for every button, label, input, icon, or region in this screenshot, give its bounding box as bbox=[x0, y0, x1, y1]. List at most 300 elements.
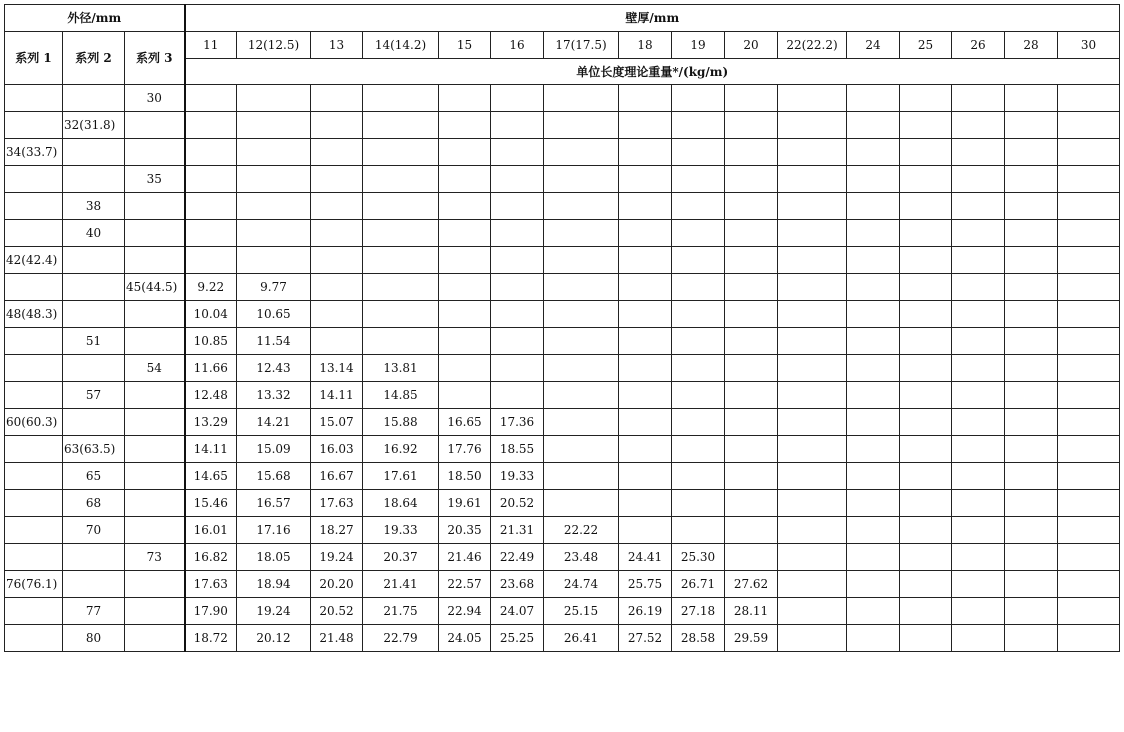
weight-cell bbox=[237, 85, 311, 112]
weight-cell: 19.61 bbox=[439, 490, 491, 517]
weight-cell bbox=[952, 625, 1005, 652]
weight-cell: 17.61 bbox=[363, 463, 439, 490]
weight-cell bbox=[725, 463, 778, 490]
weight-cell bbox=[847, 355, 900, 382]
table-row bbox=[5, 409, 1120, 436]
weight-cell bbox=[900, 490, 952, 517]
weight-cell bbox=[900, 85, 952, 112]
weight-cell bbox=[900, 166, 952, 193]
weight-cell bbox=[185, 220, 237, 247]
weight-cell bbox=[1005, 139, 1058, 166]
weight-cell: 21.31 bbox=[491, 517, 544, 544]
weight-cell bbox=[900, 382, 952, 409]
weight-cell: 11.54 bbox=[237, 328, 311, 355]
series-1-cell bbox=[5, 517, 63, 544]
series-1-cell bbox=[5, 463, 63, 490]
weight-cell bbox=[725, 193, 778, 220]
series-3-cell bbox=[125, 328, 185, 355]
weight-cell bbox=[778, 166, 847, 193]
series-3-cell bbox=[125, 301, 185, 328]
thickness-header-cell: 18 bbox=[619, 32, 672, 59]
weight-cell: 20.20 bbox=[311, 571, 363, 598]
weight-cell bbox=[237, 220, 311, 247]
weight-cell: 27.62 bbox=[725, 571, 778, 598]
weight-cell: 20.52 bbox=[491, 490, 544, 517]
weight-cell bbox=[778, 247, 847, 274]
weight-cell bbox=[491, 382, 544, 409]
weight-cell bbox=[778, 382, 847, 409]
thickness-header-cell: 19 bbox=[672, 32, 725, 59]
weight-cell bbox=[237, 166, 311, 193]
table-row bbox=[5, 517, 1120, 544]
weight-cell bbox=[363, 85, 439, 112]
weight-cell bbox=[311, 112, 363, 139]
weight-cell: 24.05 bbox=[439, 625, 491, 652]
weight-cell bbox=[491, 193, 544, 220]
weight-cell bbox=[1005, 301, 1058, 328]
table-row bbox=[5, 166, 1120, 193]
weight-cell: 11.66 bbox=[185, 355, 237, 382]
weight-cell bbox=[619, 382, 672, 409]
series-2-cell: 63(63.5) bbox=[63, 436, 125, 463]
table-body bbox=[5, 85, 1120, 652]
table-row bbox=[5, 355, 1120, 382]
weight-cell: 19.33 bbox=[491, 463, 544, 490]
weight-cell bbox=[619, 490, 672, 517]
weight-cell bbox=[952, 544, 1005, 571]
series-2-cell bbox=[63, 247, 125, 274]
weight-cell bbox=[491, 355, 544, 382]
series-2-cell: 51 bbox=[63, 328, 125, 355]
weight-cell bbox=[544, 490, 619, 517]
weight-cell bbox=[491, 85, 544, 112]
thickness-header-cell: 22(22.2) bbox=[778, 32, 847, 59]
weight-cell bbox=[439, 193, 491, 220]
weight-cell bbox=[778, 193, 847, 220]
weight-cell bbox=[847, 112, 900, 139]
weight-cell bbox=[900, 274, 952, 301]
table-row bbox=[5, 139, 1120, 166]
series-3-cell: 30 bbox=[125, 85, 185, 112]
weight-cell bbox=[725, 85, 778, 112]
weight-cell bbox=[544, 355, 619, 382]
weight-cell bbox=[1058, 436, 1120, 463]
weight-cell bbox=[544, 463, 619, 490]
weight-cell bbox=[672, 490, 725, 517]
series-1-cell bbox=[5, 85, 63, 112]
weight-cell bbox=[491, 328, 544, 355]
weight-cell bbox=[363, 193, 439, 220]
weight-cell: 18.05 bbox=[237, 544, 311, 571]
weight-cell: 19.24 bbox=[311, 544, 363, 571]
weight-cell bbox=[619, 301, 672, 328]
weight-cell bbox=[619, 85, 672, 112]
weight-cell bbox=[725, 517, 778, 544]
series-3-cell bbox=[125, 598, 185, 625]
weight-cell bbox=[778, 463, 847, 490]
weight-cell bbox=[544, 328, 619, 355]
weight-table-sheet bbox=[4, 4, 1119, 727]
weight-cell bbox=[778, 571, 847, 598]
weight-cell bbox=[619, 355, 672, 382]
series-1-cell: 34(33.7) bbox=[5, 139, 63, 166]
weight-cell: 18.50 bbox=[439, 463, 491, 490]
weight-cell bbox=[847, 193, 900, 220]
weight-cell bbox=[778, 112, 847, 139]
weight-cell bbox=[237, 193, 311, 220]
weight-cell: 13.32 bbox=[237, 382, 311, 409]
weight-cell: 14.11 bbox=[311, 382, 363, 409]
weight-cell: 12.43 bbox=[237, 355, 311, 382]
weight-cell bbox=[544, 85, 619, 112]
weight-cell: 16.57 bbox=[237, 490, 311, 517]
weight-cell bbox=[847, 490, 900, 517]
weight-cell: 18.55 bbox=[491, 436, 544, 463]
weight-cell bbox=[544, 220, 619, 247]
unit-weight-header: 单位长度理论重量*/(kg/m) bbox=[185, 59, 1120, 85]
table-row bbox=[5, 193, 1120, 220]
thickness-header-cell: 20 bbox=[725, 32, 778, 59]
weight-cell bbox=[311, 301, 363, 328]
weight-cell bbox=[778, 490, 847, 517]
weight-cell bbox=[1005, 436, 1058, 463]
series-2-cell bbox=[63, 409, 125, 436]
weight-cell bbox=[311, 166, 363, 193]
weight-cell bbox=[1005, 355, 1058, 382]
weight-cell: 17.76 bbox=[439, 436, 491, 463]
weight-cell: 16.92 bbox=[363, 436, 439, 463]
weight-cell bbox=[1005, 220, 1058, 247]
weight-cell bbox=[1005, 544, 1058, 571]
weight-cell bbox=[725, 220, 778, 247]
weight-cell bbox=[1058, 355, 1120, 382]
weight-cell bbox=[952, 112, 1005, 139]
weight-cell bbox=[544, 436, 619, 463]
weight-cell: 22.79 bbox=[363, 625, 439, 652]
weight-cell bbox=[952, 301, 1005, 328]
table-row bbox=[5, 112, 1120, 139]
series-1-cell bbox=[5, 382, 63, 409]
weight-cell bbox=[952, 247, 1005, 274]
weight-cell: 27.52 bbox=[619, 625, 672, 652]
series-2-cell bbox=[63, 544, 125, 571]
series-2-cell: 32(31.8) bbox=[63, 112, 125, 139]
weight-cell bbox=[672, 139, 725, 166]
weight-cell bbox=[439, 274, 491, 301]
weight-cell bbox=[672, 301, 725, 328]
weight-cell: 29.59 bbox=[725, 625, 778, 652]
weight-cell bbox=[847, 328, 900, 355]
weight-cell bbox=[900, 139, 952, 166]
weight-cell bbox=[952, 220, 1005, 247]
table-row bbox=[5, 301, 1120, 328]
series-2-cell bbox=[63, 85, 125, 112]
series-1-cell bbox=[5, 274, 63, 301]
weight-cell: 15.09 bbox=[237, 436, 311, 463]
series-2-header: 系列 2 bbox=[63, 32, 125, 85]
weight-cell bbox=[952, 166, 1005, 193]
series-2-cell: 40 bbox=[63, 220, 125, 247]
weight-cell: 21.41 bbox=[363, 571, 439, 598]
weight-cell: 20.37 bbox=[363, 544, 439, 571]
series-1-cell bbox=[5, 544, 63, 571]
weight-cell bbox=[778, 328, 847, 355]
weight-cell: 17.90 bbox=[185, 598, 237, 625]
weight-cell: 16.67 bbox=[311, 463, 363, 490]
weight-cell bbox=[544, 193, 619, 220]
weight-cell: 16.82 bbox=[185, 544, 237, 571]
series-2-cell bbox=[63, 166, 125, 193]
weight-cell bbox=[847, 301, 900, 328]
weight-cell bbox=[619, 193, 672, 220]
series-3-cell bbox=[125, 436, 185, 463]
weight-cell bbox=[778, 85, 847, 112]
weight-cell bbox=[778, 598, 847, 625]
series-1-cell bbox=[5, 436, 63, 463]
weight-cell bbox=[900, 112, 952, 139]
weight-cell bbox=[1058, 193, 1120, 220]
weight-cell: 10.65 bbox=[237, 301, 311, 328]
series-3-cell bbox=[125, 517, 185, 544]
weight-cell bbox=[672, 112, 725, 139]
thickness-header-cell: 14(14.2) bbox=[363, 32, 439, 59]
table-row bbox=[5, 274, 1120, 301]
weight-cell: 17.63 bbox=[311, 490, 363, 517]
weight-cell bbox=[1058, 220, 1120, 247]
weight-cell bbox=[619, 166, 672, 193]
weight-cell bbox=[1058, 625, 1120, 652]
weight-cell bbox=[439, 85, 491, 112]
weight-cell bbox=[619, 274, 672, 301]
weight-cell bbox=[1005, 571, 1058, 598]
weight-cell: 16.01 bbox=[185, 517, 237, 544]
weight-cell bbox=[185, 166, 237, 193]
weight-cell: 15.68 bbox=[237, 463, 311, 490]
weight-cell bbox=[237, 139, 311, 166]
weight-cell bbox=[952, 355, 1005, 382]
weight-cell bbox=[363, 220, 439, 247]
table-row bbox=[5, 220, 1120, 247]
weight-cell bbox=[672, 328, 725, 355]
weight-cell bbox=[952, 382, 1005, 409]
weight-cell bbox=[778, 625, 847, 652]
weight-cell bbox=[544, 166, 619, 193]
table-row bbox=[5, 598, 1120, 625]
weight-cell: 28.11 bbox=[725, 598, 778, 625]
weight-cell bbox=[952, 436, 1005, 463]
series-2-cell bbox=[63, 571, 125, 598]
series-3-cell bbox=[125, 247, 185, 274]
weight-cell: 22.94 bbox=[439, 598, 491, 625]
weight-cell: 15.46 bbox=[185, 490, 237, 517]
weight-cell bbox=[544, 247, 619, 274]
weight-cell bbox=[847, 247, 900, 274]
weight-cell bbox=[952, 274, 1005, 301]
weight-cell bbox=[1005, 598, 1058, 625]
weight-cell bbox=[1058, 490, 1120, 517]
weight-cell bbox=[185, 112, 237, 139]
weight-cell: 14.85 bbox=[363, 382, 439, 409]
weight-cell bbox=[311, 139, 363, 166]
weight-cell bbox=[778, 220, 847, 247]
weight-cell bbox=[491, 112, 544, 139]
weight-cell bbox=[952, 463, 1005, 490]
thickness-header-cell: 30 bbox=[1058, 32, 1120, 59]
series-3-cell bbox=[125, 193, 185, 220]
weight-cell: 22.22 bbox=[544, 517, 619, 544]
weight-cell bbox=[311, 274, 363, 301]
weight-cell bbox=[439, 355, 491, 382]
weight-cell bbox=[952, 139, 1005, 166]
weight-cell: 19.33 bbox=[363, 517, 439, 544]
weight-cell bbox=[900, 598, 952, 625]
weight-cell bbox=[672, 463, 725, 490]
weight-cell: 9.22 bbox=[185, 274, 237, 301]
weight-cell bbox=[363, 112, 439, 139]
weight-cell: 28.58 bbox=[672, 625, 725, 652]
weight-cell bbox=[544, 301, 619, 328]
series-2-cell bbox=[63, 139, 125, 166]
series-1-cell bbox=[5, 112, 63, 139]
weight-cell bbox=[619, 409, 672, 436]
weight-cell bbox=[725, 409, 778, 436]
weight-cell bbox=[544, 139, 619, 166]
weight-cell bbox=[1005, 490, 1058, 517]
series-3-cell bbox=[125, 463, 185, 490]
weight-cell bbox=[619, 436, 672, 463]
weight-cell bbox=[847, 382, 900, 409]
weight-cell bbox=[544, 409, 619, 436]
weight-cell bbox=[544, 112, 619, 139]
table-row bbox=[5, 544, 1120, 571]
thickness-header-cell: 13 bbox=[311, 32, 363, 59]
series-3-cell bbox=[125, 409, 185, 436]
weight-cell: 20.52 bbox=[311, 598, 363, 625]
weight-cell: 13.14 bbox=[311, 355, 363, 382]
weight-cell bbox=[900, 625, 952, 652]
weight-cell: 22.57 bbox=[439, 571, 491, 598]
weight-cell bbox=[1005, 625, 1058, 652]
weight-cell: 25.15 bbox=[544, 598, 619, 625]
weight-cell bbox=[491, 139, 544, 166]
weight-cell bbox=[778, 355, 847, 382]
table-row bbox=[5, 382, 1120, 409]
series-3-header: 系列 3 bbox=[125, 32, 185, 85]
weight-cell bbox=[952, 409, 1005, 436]
weight-cell bbox=[1058, 544, 1120, 571]
weight-cell bbox=[672, 517, 725, 544]
table-row bbox=[5, 463, 1120, 490]
weight-cell bbox=[847, 625, 900, 652]
weight-cell bbox=[900, 301, 952, 328]
weight-cell: 21.75 bbox=[363, 598, 439, 625]
weight-cell: 18.72 bbox=[185, 625, 237, 652]
weight-cell bbox=[1005, 85, 1058, 112]
weight-cell bbox=[1005, 166, 1058, 193]
weight-cell bbox=[672, 85, 725, 112]
weight-cell bbox=[847, 220, 900, 247]
weight-cell bbox=[672, 274, 725, 301]
weight-cell bbox=[952, 85, 1005, 112]
weight-cell bbox=[778, 517, 847, 544]
weight-cell: 25.75 bbox=[619, 571, 672, 598]
thickness-header-cell: 24 bbox=[847, 32, 900, 59]
weight-cell bbox=[672, 247, 725, 274]
weight-cell bbox=[672, 193, 725, 220]
weight-cell bbox=[847, 166, 900, 193]
weight-cell bbox=[1058, 301, 1120, 328]
thickness-header-cell: 17(17.5) bbox=[544, 32, 619, 59]
weight-cell bbox=[1005, 193, 1058, 220]
weight-cell: 17.36 bbox=[491, 409, 544, 436]
weight-cell bbox=[725, 112, 778, 139]
thickness-header-cell: 26 bbox=[952, 32, 1005, 59]
weight-cell bbox=[1005, 247, 1058, 274]
series-2-cell: 80 bbox=[63, 625, 125, 652]
series-2-cell: 38 bbox=[63, 193, 125, 220]
weight-cell bbox=[619, 220, 672, 247]
weight-cell bbox=[952, 598, 1005, 625]
weight-cell bbox=[900, 247, 952, 274]
series-1-cell bbox=[5, 355, 63, 382]
weight-cell bbox=[439, 382, 491, 409]
outer-diameter-header: 外径/mm bbox=[5, 5, 185, 32]
weight-cell bbox=[725, 301, 778, 328]
series-3-cell: 54 bbox=[125, 355, 185, 382]
series-3-cell bbox=[125, 382, 185, 409]
weight-cell bbox=[778, 274, 847, 301]
weight-cell: 14.65 bbox=[185, 463, 237, 490]
table-row bbox=[5, 247, 1120, 274]
weight-cell bbox=[900, 409, 952, 436]
weight-cell bbox=[1058, 382, 1120, 409]
weight-cell bbox=[847, 598, 900, 625]
weight-cell bbox=[311, 247, 363, 274]
series-1-cell: 42(42.4) bbox=[5, 247, 63, 274]
weight-cell: 23.48 bbox=[544, 544, 619, 571]
weight-cell bbox=[900, 193, 952, 220]
weight-cell bbox=[619, 517, 672, 544]
weight-cell bbox=[725, 436, 778, 463]
weight-cell bbox=[491, 301, 544, 328]
weight-cell bbox=[237, 247, 311, 274]
pipe-weight-table bbox=[4, 4, 1120, 652]
series-1-cell bbox=[5, 193, 63, 220]
weight-cell bbox=[439, 112, 491, 139]
weight-cell bbox=[1058, 166, 1120, 193]
weight-cell bbox=[778, 544, 847, 571]
series-1-cell bbox=[5, 166, 63, 193]
series-2-cell bbox=[63, 355, 125, 382]
weight-cell bbox=[311, 328, 363, 355]
weight-cell bbox=[1058, 274, 1120, 301]
weight-cell bbox=[1058, 463, 1120, 490]
weight-cell bbox=[619, 463, 672, 490]
weight-cell bbox=[185, 139, 237, 166]
weight-cell bbox=[1005, 382, 1058, 409]
weight-cell bbox=[952, 517, 1005, 544]
thickness-header-cell: 25 bbox=[900, 32, 952, 59]
weight-cell bbox=[847, 274, 900, 301]
thickness-header-cell: 15 bbox=[439, 32, 491, 59]
weight-cell bbox=[900, 328, 952, 355]
weight-cell: 14.21 bbox=[237, 409, 311, 436]
weight-cell bbox=[363, 139, 439, 166]
weight-cell: 25.25 bbox=[491, 625, 544, 652]
table-row bbox=[5, 625, 1120, 652]
weight-cell bbox=[237, 112, 311, 139]
table-row bbox=[5, 571, 1120, 598]
